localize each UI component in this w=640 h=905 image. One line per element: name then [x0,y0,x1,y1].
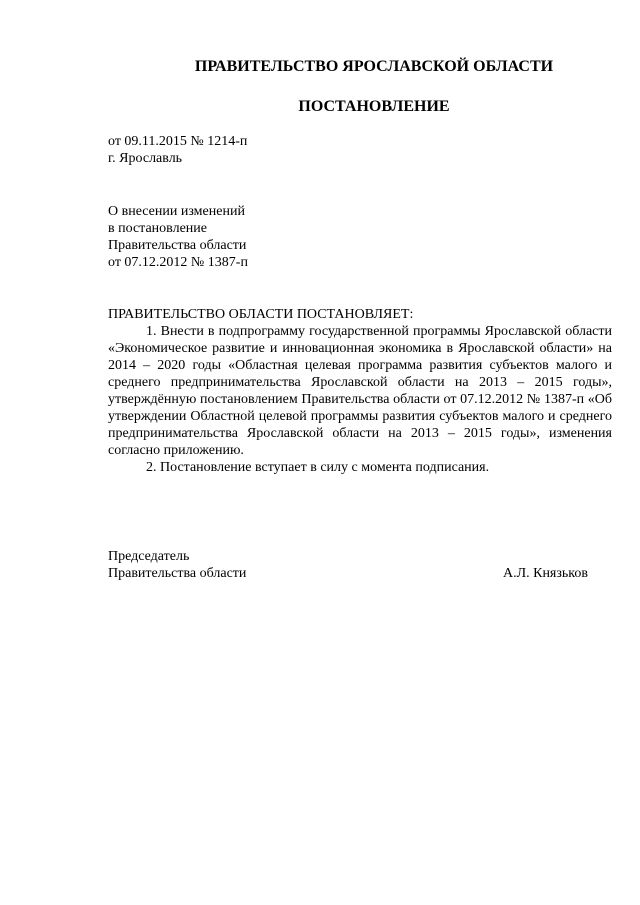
signer-name: А.Л. Князьков [503,566,588,581]
subject-block [108,203,248,271]
signature-block [108,548,588,582]
subject-line: от 07.12.2012 № 1387-п [108,255,248,270]
paragraph-1: 1. Внести в подпрограмму государственной программы Ярославской области «Экономическое развитие и инновационная экономика в Ярославской области» на 2014 – 2020 годы «Областная целевая программа развития субъектов малого и среднего предпринимательства Ярославской области на 2013 – 2015 годы», утверждённую постановлением Правительства области от 07.12.2012 № 1387-п «Об утверждении Областной целевой программы развития субъектов малого и среднего предпринимательства Ярославской области на 2013 – 2015 годы», изменения согласно приложению. [108,324,612,458]
signer-position-line2: Правительства области [108,566,247,581]
organization-title: ПРАВИТЕЛЬСТВО ЯРОСЛАВСКОЙ ОБЛАСТИ [194,58,554,75]
subject-line: О внесении изменений [108,204,245,219]
subject-line: в постановление [108,221,207,236]
signature-row [108,565,588,582]
date-number: от 09.11.2015 № 1214-п [108,134,248,149]
signer-position-line1: Председатель [108,549,190,564]
date-block [108,133,247,167]
paragraph-2: 2. Постановление вступает в силу с момента подписания. [146,460,490,475]
decree-heading: ПРАВИТЕЛЬСТВО ОБЛАСТИ ПОСТАНОВЛЯЕТ: [108,307,414,322]
city: г. Ярославль [108,151,183,166]
subject-line: Правительства области [108,238,247,253]
decree-body [108,323,612,476]
document-type: ПОСТАНОВЛЕНИЕ [298,98,450,115]
